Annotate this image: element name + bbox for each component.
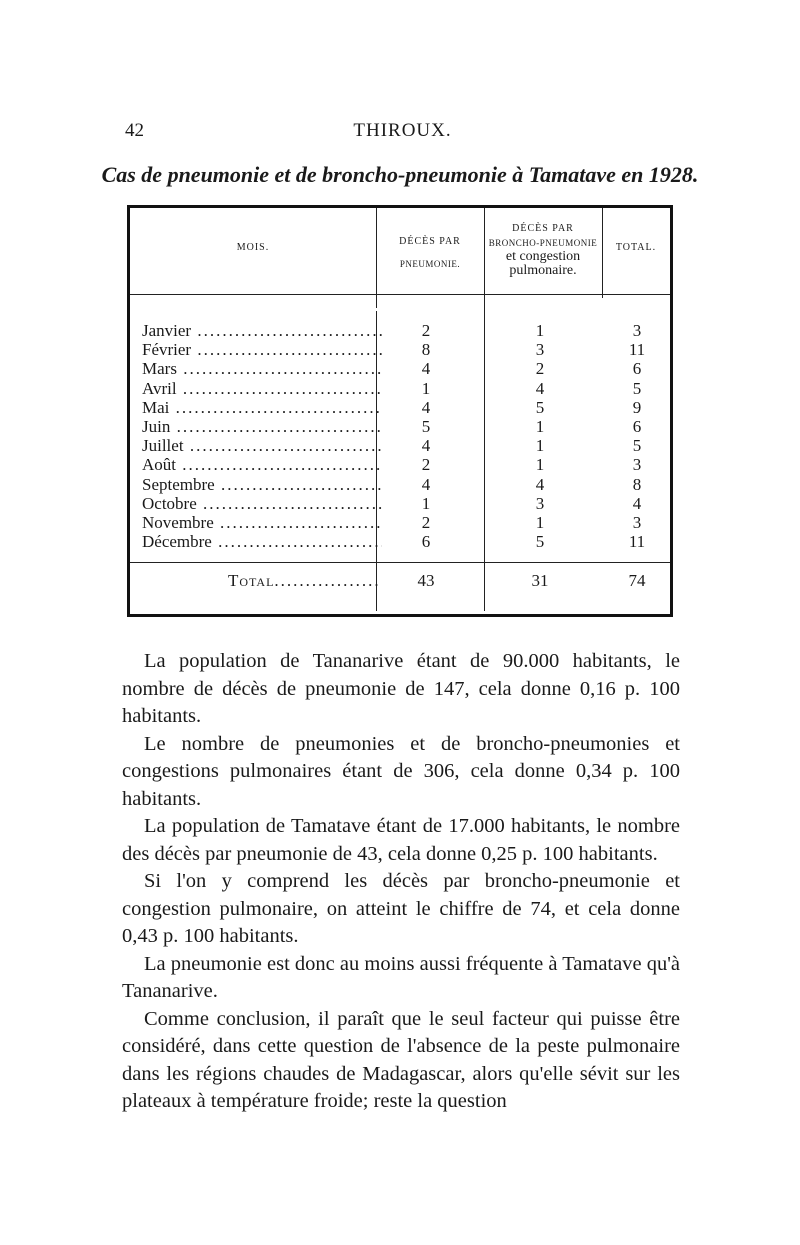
total-cell: 3 [632,513,642,532]
total-cell: 6 [632,359,642,379]
pneumonie-cell: 2 [421,513,431,532]
month-cell: Février ..... [142,340,382,359]
pneumonie-cell: 1 [421,378,431,398]
total-overall: 74 [628,571,646,590]
month-cell: Décembre ..... [142,532,382,551]
total-cell: 11 [628,532,646,552]
broncho-cell: 4 [535,474,545,494]
header-deces-broncho: DÉCÈS PAR BRONCHO-PNEUMONIE et congestion pulmonaire. [488,223,598,278]
header-rule [130,294,670,295]
page-number: 42 [125,120,144,141]
table-row [130,436,676,455]
table-row [130,494,676,513]
pneumonie-cell: 2 [421,455,431,475]
pneumonie-cell: 6 [421,532,431,552]
pneumonie-cell: 4 [421,436,431,456]
month-cell: Juin ..... [142,417,382,436]
paragraph: Le nombre de pneumonies et de broncho-pneumonies et congestions pulmonaires étant de 306, cela donne 0,34 p. 100 habitants. [122,732,680,810]
table-row [130,417,676,436]
paragraph: Si l'on y comprend les décès par broncho-pneumonie et congestion pulmonaire, on atteint le chiffre de 74, et cela donne 0,43 p. 100 habitants. [122,870,680,947]
total-rule [130,562,670,563]
broncho-cell: 3 [535,493,545,513]
body-text [122,648,680,1116]
mortality-table [127,205,673,617]
page-header [125,120,680,144]
header-deces-pneumonie: DÉCÈS PAR PNEUMONIE. [399,236,461,269]
broncho-cell: 2 [535,359,545,379]
paragraph: La pneumonie est donc au moins aussi fréquente à Tamatave qu'à Tananarive. [122,952,680,1002]
month-cell: Mars ..... [142,359,382,378]
broncho-cell: 5 [535,397,545,417]
total-cell: 5 [632,378,642,398]
table-row [130,340,676,359]
pneumonie-cell: 2 [421,321,431,340]
total-pneumonie: 43 [417,571,435,590]
table-row [130,513,676,532]
total-cell: 3 [632,455,642,475]
pneumonie-cell: 5 [421,417,431,436]
month-cell: Novembre ..... [142,513,382,532]
month-cell: Juillet ..... [142,436,382,455]
header-mois: MOIS. [236,242,270,253]
total-row [130,570,676,592]
broncho-cell: 1 [535,417,545,436]
pneumonie-cell: 4 [421,397,431,417]
month-cell: Septembre ..... [142,475,382,494]
month-cell: Janvier ..... [142,321,382,340]
pneumonie-cell: 1 [421,493,431,513]
month-cell: Avril ..... [142,379,382,398]
month-cell: Mai ..... [142,398,382,417]
paragraph: La population de Tananarive étant de 90.000 habitants, le nombre de décès de pneumonie de 147, cela donne 0,16 p. 100 habitants. [122,650,680,727]
total-broncho: 31 [531,571,549,590]
broncho-cell: 1 [535,513,545,532]
total-cell: 5 [632,436,642,456]
table-row [130,475,676,494]
table-row [130,532,676,551]
total-cell: 6 [632,417,642,436]
header-total: TOTAL. [615,242,657,253]
broncho-cell: 1 [535,436,545,456]
pneumonie-cell: 4 [421,474,431,494]
broncho-cell: 1 [535,455,545,475]
table-row [130,359,676,378]
table-row [130,455,676,474]
broncho-cell: 5 [535,532,545,552]
paragraph: La population de Tamatave étant de 17.000 habitants, le nombre des décès par pneumonie de 43, cela donne 0,25 p. 100 habitants. [122,815,680,865]
table-row [130,379,676,398]
total-label: Total ..... [228,570,378,592]
running-head: THIROUX. [353,120,452,141]
broncho-cell: 3 [535,340,545,360]
month-cell: Août ..... [142,455,382,474]
total-cell: 9 [632,397,642,417]
total-cell: 4 [632,493,642,513]
broncho-cell: 4 [535,378,545,398]
paragraph: Comme conclusion, il paraît que le seul facteur qui puisse être considéré, dans cette question de l'absence de la peste pulmonaire dans les régions chaudes de Madagascar, alors qu'elle sévit sur les plateaux à température froide; reste la question [122,1007,680,1112]
total-cell: 11 [628,340,646,360]
table-title: Cas de pneumonie et de broncho-pneumonie à Tamatave en 1928. [101,162,699,187]
broncho-cell: 1 [535,321,545,340]
total-cell: 3 [632,321,642,340]
table-row [130,398,676,417]
pneumonie-cell: 4 [421,359,431,379]
month-cell: Octobre ..... [142,494,382,513]
pneumonie-cell: 8 [421,340,431,360]
total-cell: 8 [632,474,642,494]
table-row [130,321,676,340]
